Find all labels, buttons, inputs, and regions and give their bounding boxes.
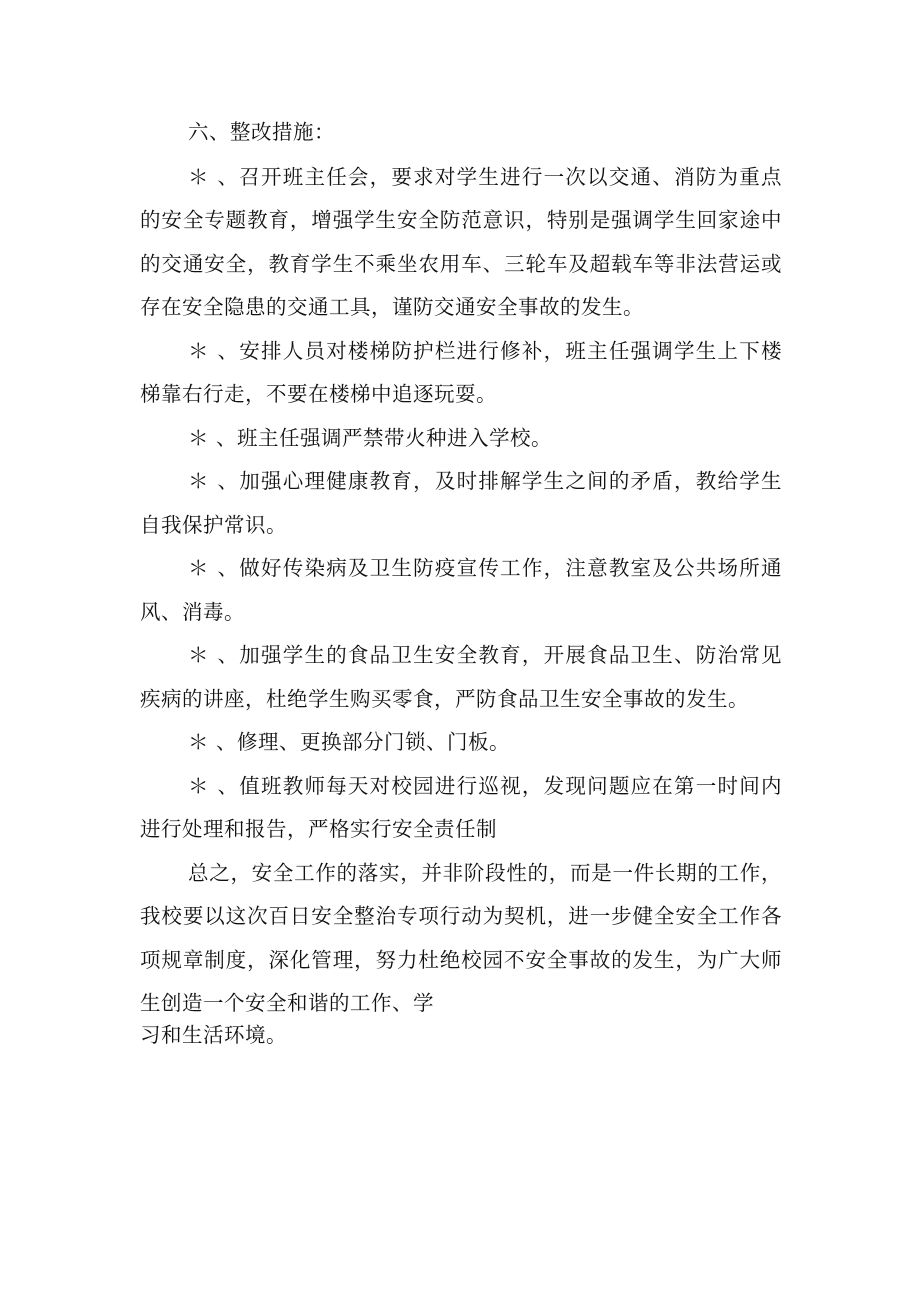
paragraph-line: ＊ 、做好传染病及卫生防疫宣传工作，注意教室及公共场所通 xyxy=(188,556,782,580)
paragraph-line: 进行处理和报告，严格实行安全责任制 xyxy=(140,817,497,841)
paragraph-line: ＊ 、修理、更换部分门锁、门板。 xyxy=(188,730,511,754)
paragraph-line: 生创造一个安全和谐的工作、学 xyxy=(140,991,434,1015)
paragraph-line: 风、消毒。 xyxy=(140,600,245,624)
paragraph-line: 项规章制度，深化管理，努力杜绝校园不安全事故的发生，为广大师 xyxy=(140,948,782,972)
paragraph-line: 习和生活环境。 xyxy=(140,1023,287,1047)
paragraph-line: 梯靠右行走，不要在楼梯中追逐玩耍。 xyxy=(140,382,497,406)
paragraph-line: ＊ 、值班教师每天对校园进行巡视，发现问题应在第一时间内 xyxy=(188,774,782,798)
paragraph-line: 我校要以这次百日安全整治专项行动为契机，进一步健全安全工作各 xyxy=(140,904,782,928)
paragraph-line: 的交通安全，教育学生不乘坐农用车、三轮车及超载车等非法营运或 xyxy=(140,252,782,276)
paragraph-line: ＊ 、班主任强调严禁带火种进入学校。 xyxy=(188,426,553,450)
paragraph-line: ＊ 、召开班主任会，要求对学生进行一次以交通、消防为重点 xyxy=(188,165,782,189)
paragraph-line: ＊ 、加强学生的食品卫生安全教育，开展食品卫生、防治常见 xyxy=(188,643,782,667)
section-heading: 六、整改措施： xyxy=(188,120,335,144)
paragraph-line: 存在安全隐患的交通工具，谨防交通安全事故的发生。 xyxy=(140,295,644,319)
paragraph-line: ＊ 、安排人员对楼梯防护栏进行修补，班主任强调学生上下楼 xyxy=(188,339,782,363)
paragraph-line: 自我保护常识。 xyxy=(140,513,287,537)
paragraph-line: 的安全专题教育，增强学生安全防范意识，特别是强调学生回家途中 xyxy=(140,208,782,232)
paragraph-line: 疾病的讲座，杜绝学生购买零食，严防食品卫生安全事故的发生。 xyxy=(140,687,749,711)
paragraph-line: ＊ 、加强心理健康教育，及时排解学生之间的矛盾，教给学生 xyxy=(188,469,782,493)
paragraph-line: 总之，安全工作的落实，并非阶段性的，而是一件长期的工作， xyxy=(188,861,782,885)
